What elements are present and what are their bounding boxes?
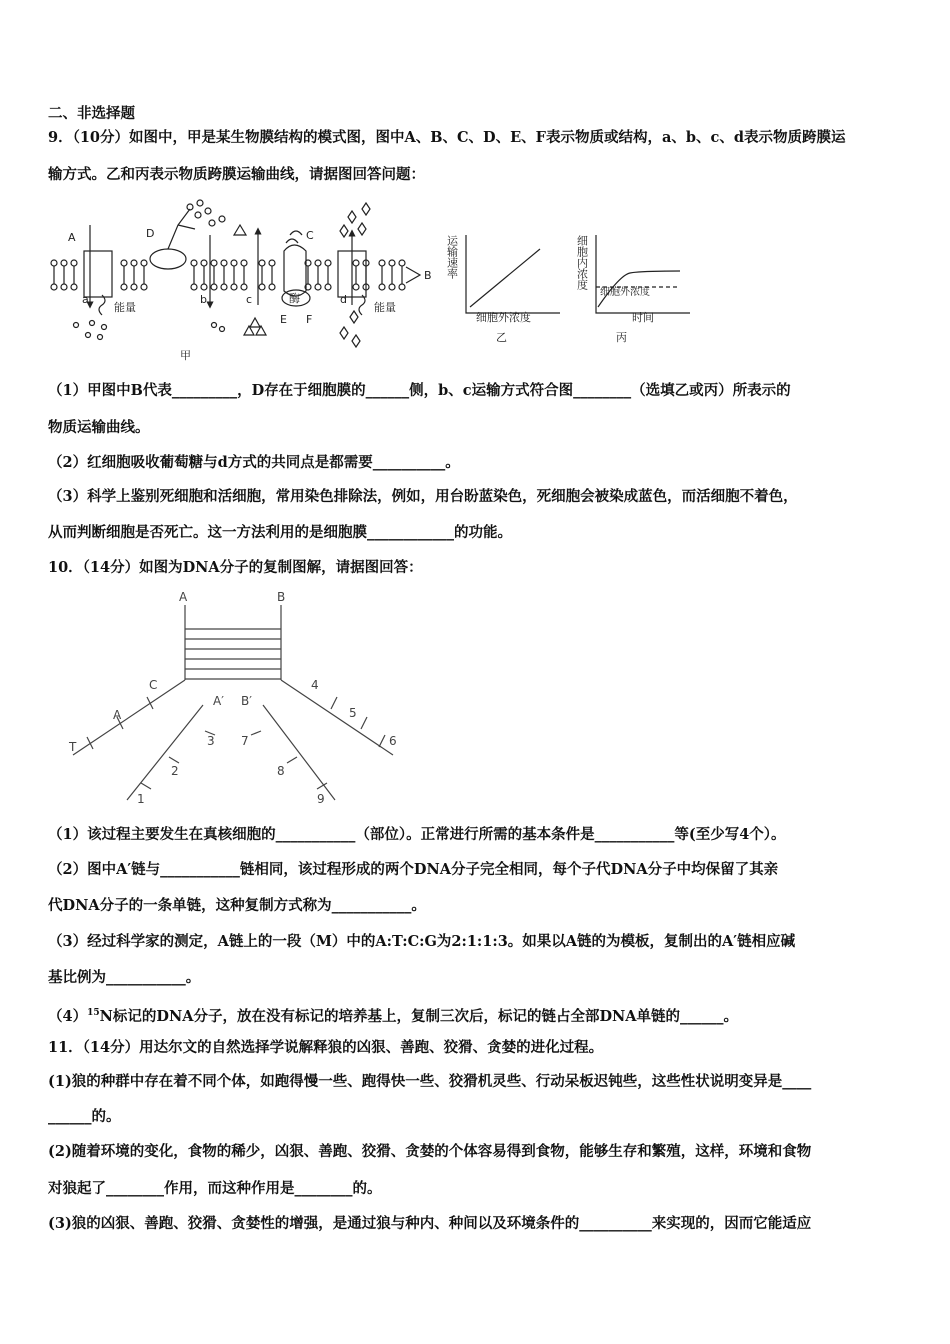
sugar-chain xyxy=(168,209,195,249)
label-C: C xyxy=(149,678,158,692)
q10-part3-line1: （3）经过科学家的测定，A链上的一段（M）中的A:T:C:G为2:1:1:3。如果以A链的为模板，复制出的A′链相应碱 xyxy=(48,933,796,950)
q9-membrane-figure xyxy=(40,195,720,370)
label-A2: A xyxy=(113,708,122,722)
bing-xlabel: 时间 xyxy=(632,311,654,324)
q11-part1-line2: ______的。 xyxy=(48,1108,121,1125)
label-B: B xyxy=(424,269,432,282)
label-5: 5 xyxy=(349,706,357,720)
label-D: D xyxy=(146,227,155,240)
label-6: 6 xyxy=(389,734,397,748)
label-1: 1 xyxy=(137,792,145,806)
q11-part3-line1: (3)狼的凶狠、善跑、狡猾、贪婪性的增强，是通过狼与种内、种间以及环境条件的__________来实现的，因而它能适应 xyxy=(48,1215,812,1232)
q11-stem: 11．（14分）用达尔文的自然选择学说解释狼的凶狠、善跑、狡猾、贪婪的进化过程。 xyxy=(48,1039,604,1056)
energy-squiggle-2 xyxy=(359,295,365,315)
q9-part1-line1: （1）甲图中B代表_________，D存在于细胞膜的______侧，b、c运输方式符合图________（选填乙或丙）所表示的 xyxy=(48,382,791,399)
q10-part4-text: N标记的DNA分子，放在没有标记的培养基上，复制三次后，标记的链占全部DNA单链的______。 xyxy=(99,1007,739,1025)
label-A-prime: A′ xyxy=(213,694,224,708)
label-E: E xyxy=(280,313,287,326)
label-F: F xyxy=(306,313,313,326)
B-pointer xyxy=(406,267,420,283)
q10-stem: 10．（14分）如图为DNA分子的复制图解，请据图回答： xyxy=(48,559,423,576)
q9-stem-line1: 9．（10分）如图中，甲是某生物膜结构的模式图，图中A、B、C、D、E、F表示物质或结构，a、b、c、d表示物质跨膜运 xyxy=(48,129,846,146)
label-c: c xyxy=(246,293,253,306)
label-bing: 丙 xyxy=(616,331,627,344)
q11-part2-line2: 对狼起了________作用，而这种作用是________的。 xyxy=(48,1180,382,1197)
label-C: C xyxy=(306,229,314,242)
molecule-C xyxy=(286,231,302,243)
q9-part1-line2: 物质运输曲线。 xyxy=(48,419,150,436)
q10-part3-line2: 基比例为___________。 xyxy=(48,969,201,986)
q10-part4-prefix: （4） xyxy=(48,1007,88,1025)
label-energy1: 能量 xyxy=(114,301,136,314)
tick-marks-inner xyxy=(141,731,327,789)
q10-part4 xyxy=(48,1003,738,1027)
label-9: 9 xyxy=(317,792,325,806)
energy-squiggle-1 xyxy=(99,295,105,315)
q10-part1: （1）该过程主要发生在真核细胞的___________（部位）。正常进行所需的基本条件是___________等(至少写4个）。 xyxy=(48,826,786,843)
isotope-superscript: 15 xyxy=(87,1008,100,1018)
bing-dashed-label: 细胞外浓度 xyxy=(600,287,650,298)
yi-line xyxy=(470,249,540,307)
yi-axes xyxy=(466,235,560,313)
new-strands xyxy=(127,705,335,800)
q9-part3-line2: 从而判断细胞是否死亡。这一方法利用的是细胞膜____________的功能。 xyxy=(48,524,512,541)
label-3: 3 xyxy=(207,734,215,748)
label-T: T xyxy=(69,740,77,754)
protein-A xyxy=(84,251,112,297)
carrier-protein xyxy=(284,245,306,296)
label-enzyme: 酶 xyxy=(289,292,300,305)
q11-part2-line1: (2)随着环境的变化，食物的稀少，凶狠、善跑、狡猾、贪婪的个体容易得到食物，能够生存和繁殖，这样，环境和食物 xyxy=(48,1143,812,1160)
bing-ylabel: 细胞内浓度 xyxy=(575,235,589,290)
q10-part2-line2: 代DNA分子的一条单链，这种复制方式称为___________。 xyxy=(48,897,426,914)
q9-part2: （2）红细胞吸收葡萄糖与d方式的共同点是都需要__________。 xyxy=(48,454,460,471)
label-yi: 乙 xyxy=(496,331,507,344)
lipid-tails xyxy=(54,266,402,284)
label-B: B xyxy=(277,590,286,604)
dna-replication-figure xyxy=(55,585,415,815)
q10-part2-line1: （2）图中A′链与___________链相同，该过程形成的两个DNA分子完全相同，每个子代DNA分子中均保留了其亲 xyxy=(48,861,779,878)
tick-marks-outer xyxy=(87,697,385,749)
label-8: 8 xyxy=(277,764,285,778)
yi-ylabel: 运输速率 xyxy=(445,235,459,279)
yi-xlabel: 细胞外浓度 xyxy=(476,311,531,324)
label-4: 4 xyxy=(311,678,319,692)
section-title: 二、非选择题 xyxy=(48,105,135,122)
label-7: 7 xyxy=(241,734,249,748)
triangle-molecules xyxy=(234,225,266,335)
bing-axes xyxy=(596,235,690,313)
label-A: A xyxy=(68,231,76,244)
q9-part3-line1: （3）科学上鉴别死细胞和活细胞，常用染色排除法，例如，用台盼蓝染色，死细胞会被染成蓝色，而活细胞不着色， xyxy=(48,488,798,505)
label-2: 2 xyxy=(171,764,179,778)
label-d: d xyxy=(340,293,347,306)
label-a: a xyxy=(82,293,89,306)
label-B-prime: B′ xyxy=(241,694,252,708)
base-pairs xyxy=(185,629,281,679)
label-b: b xyxy=(200,293,207,306)
label-A: A xyxy=(179,590,188,604)
label-jia: 甲 xyxy=(180,349,191,362)
label-energy2: 能量 xyxy=(374,301,396,314)
q9-stem-line2: 输方式。乙和丙表示物质跨膜运输曲线，请据图回答问题： xyxy=(48,166,425,183)
glycoprotein-D xyxy=(150,249,186,269)
q11-part1-line1: (1)狼的种群中存在着不同个体，如跑得慢一些、跑得快一些、狡猾机灵些、行动呆板迟钝些，这些性状说明变异是____ xyxy=(48,1073,812,1090)
